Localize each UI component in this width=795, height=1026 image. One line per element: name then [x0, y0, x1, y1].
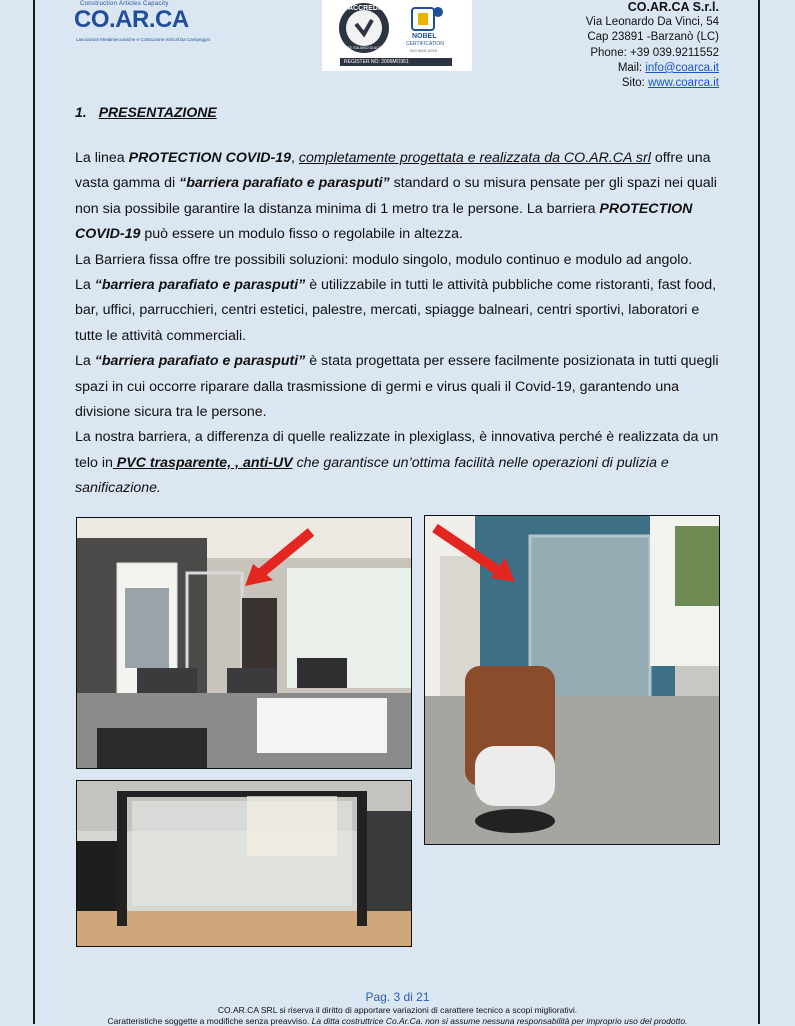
page-number: Pag. 3 di 21	[365, 990, 430, 1004]
barber-chair-image	[425, 516, 719, 844]
p1-barrier-name: “barriera parafiato e parasputi”	[179, 175, 390, 192]
site-link[interactable]: www.coarca.it	[648, 77, 719, 90]
p4-barrier-name: “barriera parafiato e parasputi”	[94, 353, 306, 370]
nobel-label: NOBEL	[412, 33, 437, 40]
footer-note-a: Caratteristiche soggette a modifiche senza preavviso.	[107, 1016, 312, 1026]
nobel-iso: ISO 9001:2015	[410, 48, 437, 53]
company-city: Cap 23891 -Barzanò (LC)	[587, 31, 719, 44]
photo-counter-barrier	[76, 780, 412, 947]
footer-note-b: La ditta costruttrice Co.Ar.Ca. non si assume nessuna responsabilità per improprio uso del prodotto.	[311, 1016, 688, 1026]
mail-link[interactable]: info@coarca.it	[645, 61, 719, 74]
p1-text-e: offre una vasta gamma di	[75, 150, 711, 192]
p3-barrier-name: “barriera parafiato e parasputi”	[94, 277, 306, 294]
presentation-body	[75, 146, 725, 502]
p1-underlined: completamente progettata e realizzata da CO.AR.CA srl	[298, 150, 651, 166]
paragraph-1	[75, 146, 725, 248]
p1-text-a: La linea	[75, 150, 129, 166]
logo-mark: CO.AR.CA	[74, 6, 189, 33]
p1-product-name-2: PROTECTION COVID-19	[75, 200, 693, 243]
certification-badges	[322, 0, 472, 71]
paragraph-3	[75, 273, 725, 349]
section-title: PRESENTAZIONE	[98, 104, 217, 120]
p4-text-c: è stata progettata per essere facilmente posizionata in tutti quegli spazi in cui occorre riparare dalla trasmissione di germi e virus quali il Covid-19, garantendo una divisione sicura tra le persone.	[75, 353, 719, 421]
p3-text-c: è utilizzabile in tutti le attività pubbliche come ristoranti, fast food, bar, uffici, parrucchieri, centri estetici, palestre, mercati, spiagge balneari, centri sportivi, laboratori e tutte le attività commerciali.	[75, 277, 717, 344]
p1-product-name: PROTECTION COVID-19	[128, 150, 292, 166]
p1-text-i: può essere un modulo fisso o regolabile in altezza.	[140, 226, 464, 243]
p4-text-a: La	[75, 353, 95, 370]
accredia-label: ACCREDIA	[348, 5, 385, 12]
p1-text-c: ,	[291, 150, 299, 166]
company-info	[586, 0, 719, 91]
photo-salon-interior	[76, 517, 412, 769]
accredia-sub: L'ENTE ITALIANO DI ACCREDITAMENTO	[340, 46, 407, 50]
p1-text-g: standard o su misura pensate per gli spazi nei quali non sia possibile garantire la distanza minima di 1 metro tra le persone. La barriera	[75, 175, 717, 217]
footer-disclaimer-1: CO.AR.CA SRL si riserva il diritto di apportare variazioni di carattere tecnico a scopi migliorativi.	[217, 1005, 578, 1015]
paragraph-2: La Barriera fissa offre tre possibili soluzioni: modulo singolo, modulo continuo e modulo ad angolo.	[75, 251, 693, 268]
right-border	[758, 0, 760, 1024]
company-site	[586, 76, 719, 91]
section-number: 1.	[75, 104, 87, 120]
register-number: REGISTER NO: 2006MO361	[344, 59, 409, 65]
left-border	[33, 0, 35, 1024]
p5-material: PVC trasparente, , anti-UV	[112, 454, 293, 471]
section-heading	[75, 104, 217, 120]
mail-label: Mail:	[617, 61, 646, 74]
logo-tagline: Construction Articles Capacity	[80, 1, 169, 7]
company-phone: Phone: +39 039.9211552	[590, 46, 719, 59]
company-address: Via Leonardo Da Vinci, 54	[585, 16, 719, 29]
counter-barrier-image	[77, 781, 411, 946]
logo-subtitle: Lavorazioni Metalmeccaniche e Costruzione Articoli Da Campeggio	[76, 37, 211, 42]
photo-barber-chair	[424, 515, 720, 845]
paragraph-4	[75, 349, 725, 425]
company-mail	[586, 61, 719, 76]
p5-text-a: La nostra barriera, a differenza di quelle realizzate in plexiglass, è innovativa perché è realizzata da un telo in	[75, 429, 719, 471]
footer-disclaimer-2	[0, 1016, 795, 1026]
p5-text-c: che garantisce un’ottima facilità nelle operazioni di pulizia e sanificazione.	[75, 454, 669, 497]
salon-interior-image	[77, 518, 411, 768]
nobel-sub: CERTIFICATION	[406, 41, 444, 47]
company-name: CO.AR.CA S.r.l.	[627, 0, 719, 14]
paragraph-5	[75, 425, 725, 501]
p3-text-a: La	[75, 277, 95, 294]
site-label: Sito:	[621, 77, 649, 90]
